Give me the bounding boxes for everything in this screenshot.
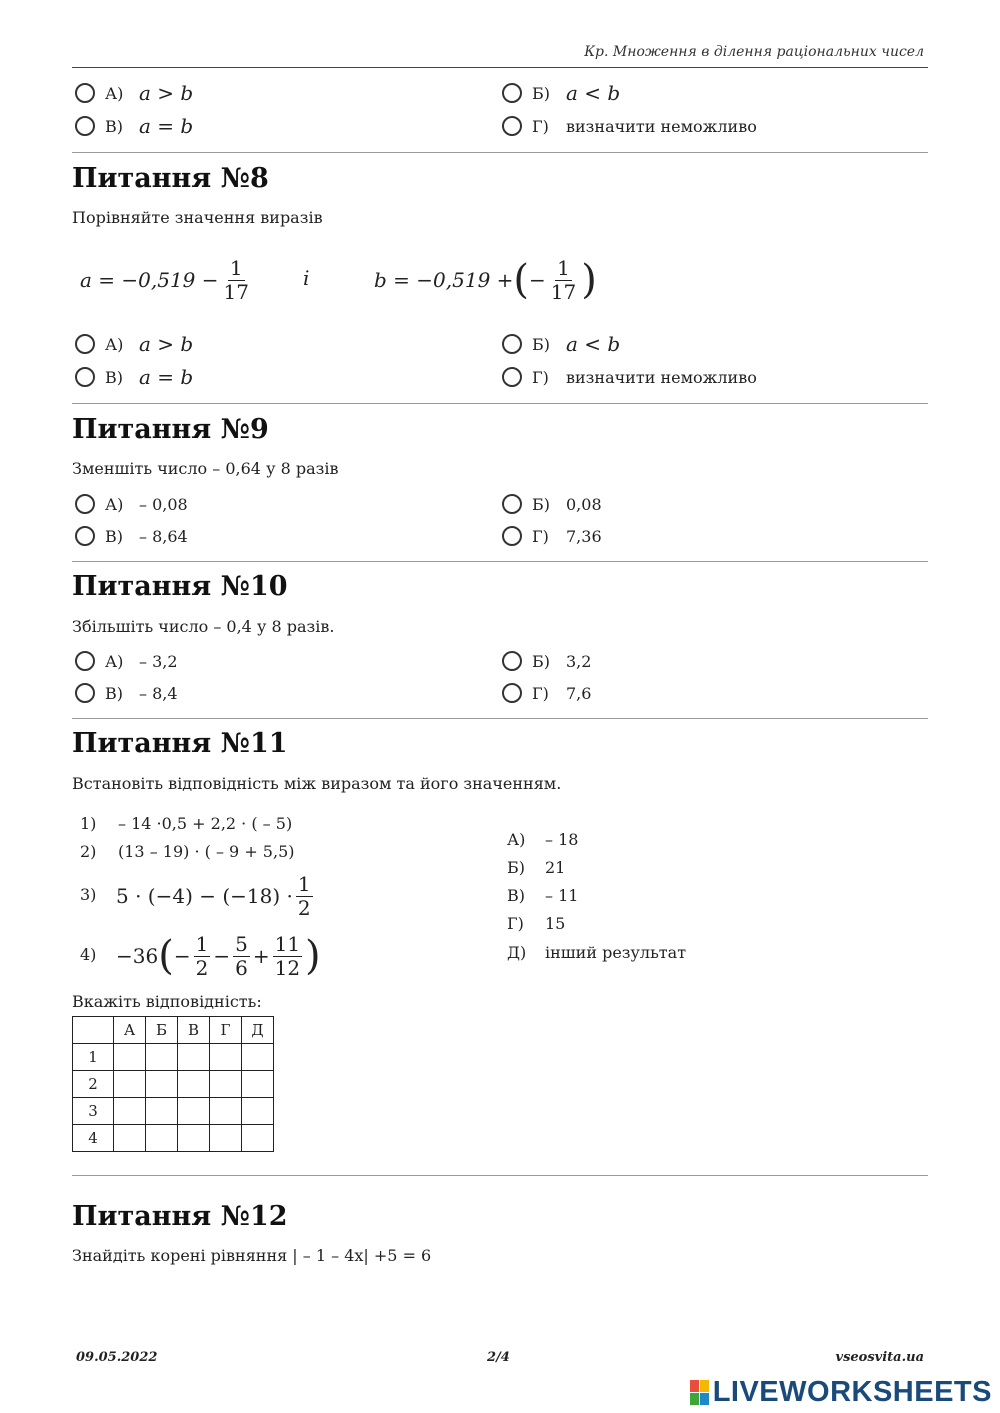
radio-icon[interactable]	[75, 526, 95, 546]
footer-site: vseosvita.ua	[835, 1350, 924, 1365]
fraction: $\frac{1}{17}$	[223, 255, 249, 304]
document-header-title: Кр. Множення в ділення раціональних чисел	[584, 44, 924, 60]
prev-option-c[interactable]: В) a = b	[75, 113, 193, 139]
question-8-expression-b: b = −0,519 + ( − $\frac{1}{17}$ )	[374, 255, 597, 304]
grid-col-header: Б	[146, 1017, 178, 1044]
grid-cell[interactable]	[114, 1044, 146, 1071]
item-number: 2)	[80, 842, 97, 861]
answer-option-c: В) – 11	[507, 886, 579, 905]
question-9-text: Зменшіть число – 0,64 у 8 разів	[72, 459, 339, 478]
question-11-title: Питання №11	[72, 728, 288, 759]
question-9-option-c[interactable]: В) – 8,64	[75, 523, 188, 549]
grid-cell[interactable]	[242, 1125, 274, 1152]
item-number: 3)	[80, 885, 97, 904]
radio-icon[interactable]	[75, 334, 95, 354]
radio-icon[interactable]	[502, 116, 522, 136]
grid-cell[interactable]	[146, 1125, 178, 1152]
grid-row	[73, 1071, 274, 1098]
section-divider	[72, 152, 928, 153]
radio-icon[interactable]	[75, 83, 95, 103]
answer-option-e: Д) інший результат	[507, 943, 687, 962]
header-rule	[72, 67, 928, 68]
grid-label: Вкажіть відповідність:	[72, 992, 262, 1011]
answer-option-a: А) – 18	[507, 830, 579, 849]
grid-cell[interactable]	[210, 1098, 242, 1125]
question-9-option-b[interactable]: Б) 0,08	[502, 491, 602, 517]
question-8-option-d[interactable]: Г) визначити неможливо	[502, 364, 757, 390]
question-8-expression-a: a = −0,519 − $\frac{1}{17}$	[80, 255, 249, 304]
radio-icon[interactable]	[75, 494, 95, 514]
prev-option-b[interactable]: Б) a < b	[502, 80, 620, 106]
grid-cell[interactable]	[210, 1071, 242, 1098]
fraction: $\frac{1}{2}$	[195, 931, 209, 980]
grid-col-header: Д	[242, 1017, 274, 1044]
radio-icon[interactable]	[75, 651, 95, 671]
grid-row-header: 2	[73, 1071, 114, 1098]
question-9-option-d[interactable]: Г) 7,36	[502, 523, 602, 549]
grid-cell[interactable]	[242, 1044, 274, 1071]
prev-option-d[interactable]: Г) визначити неможливо	[502, 113, 757, 139]
fraction: $\frac{1}{17}$	[550, 255, 577, 304]
item-number: 4)	[80, 945, 97, 964]
item-number: 1)	[80, 814, 97, 833]
grid-cell[interactable]	[178, 1125, 210, 1152]
grid-cell[interactable]	[114, 1125, 146, 1152]
radio-icon[interactable]	[502, 683, 522, 703]
grid-cell[interactable]	[178, 1098, 210, 1125]
footer-date: 09.05.2022	[76, 1350, 158, 1365]
grid-cell[interactable]	[114, 1098, 146, 1125]
item-expression-1: – 14 ·0,5 + 2,2 · ( – 5)	[118, 814, 293, 833]
grid-cell[interactable]	[210, 1125, 242, 1152]
grid-cell[interactable]	[210, 1044, 242, 1071]
grid-col-header: Г	[210, 1017, 242, 1044]
question-10-option-d[interactable]: Г) 7,6	[502, 680, 591, 706]
footer-page-number: 2/4	[487, 1350, 510, 1365]
question-10-option-a[interactable]: А) – 3,2	[75, 648, 178, 674]
radio-icon[interactable]	[75, 116, 95, 136]
question-10-option-c[interactable]: В) – 8,4	[75, 680, 178, 706]
answer-option-b: Б) 21	[507, 858, 566, 877]
question-10-option-b[interactable]: Б) 3,2	[502, 648, 591, 674]
item-expression-2: (13 – 19) · ( – 9 + 5,5)	[118, 842, 295, 861]
radio-icon[interactable]	[75, 367, 95, 387]
grid-corner-cell	[73, 1017, 114, 1044]
item-expression-3: 5 · (−4) − (−18) · $\frac{1}{2}$	[116, 871, 311, 920]
question-12-text: Знайдіть корені рівняння | – 1 – 4x| +5 = 6	[72, 1246, 432, 1265]
prev-option-a[interactable]: А) a > b	[75, 80, 193, 106]
question-8-title: Питання №8	[72, 163, 269, 194]
grid-row-header: 3	[73, 1098, 114, 1125]
question-10-title: Питання №10	[72, 571, 288, 602]
fraction: $\frac{11}{12}$	[274, 931, 301, 980]
grid-cell[interactable]	[242, 1071, 274, 1098]
grid-cell[interactable]	[178, 1044, 210, 1071]
grid-row	[73, 1098, 274, 1125]
answer-grid	[72, 1016, 274, 1152]
question-10-text: Збільшіть число – 0,4 у 8 разів.	[72, 617, 335, 636]
grid-col-header: А	[114, 1017, 146, 1044]
grid-row	[73, 1125, 274, 1152]
grid-cell[interactable]	[114, 1071, 146, 1098]
grid-cell[interactable]	[178, 1071, 210, 1098]
grid-row-header: 4	[73, 1125, 114, 1152]
question-12-title: Питання №12	[72, 1201, 288, 1232]
grid-cell[interactable]	[146, 1071, 178, 1098]
radio-icon[interactable]	[75, 683, 95, 703]
question-8-conjunction: і	[303, 266, 310, 290]
question-8-option-a[interactable]: А) a > b	[75, 331, 193, 357]
radio-icon[interactable]	[502, 83, 522, 103]
question-9-title: Питання №9	[72, 414, 269, 445]
section-divider	[72, 561, 928, 562]
section-divider	[72, 1175, 928, 1176]
question-8-option-b[interactable]: Б) a < b	[502, 331, 620, 357]
question-9-option-a[interactable]: А) – 0,08	[75, 491, 188, 517]
radio-icon[interactable]	[502, 367, 522, 387]
radio-icon[interactable]	[502, 494, 522, 514]
liveworksheets-blocks-icon	[690, 1380, 709, 1405]
section-divider	[72, 403, 928, 404]
grid-cell[interactable]	[242, 1098, 274, 1125]
section-divider	[72, 718, 928, 719]
grid-header-row	[73, 1017, 274, 1044]
grid-row	[73, 1044, 274, 1071]
radio-icon[interactable]	[502, 526, 522, 546]
grid-col-header: В	[178, 1017, 210, 1044]
grid-row-header: 1	[73, 1044, 114, 1071]
question-8-option-c[interactable]: В) a = b	[75, 364, 193, 390]
question-11-text: Встановіть відповідність між виразом та його значенням.	[72, 774, 562, 793]
fraction: $\frac{1}{2}$	[297, 871, 311, 920]
radio-icon[interactable]	[502, 651, 522, 671]
radio-icon[interactable]	[502, 334, 522, 354]
grid-cell[interactable]	[146, 1098, 178, 1125]
grid-cell[interactable]	[146, 1044, 178, 1071]
answer-option-d: Г) 15	[507, 914, 566, 933]
question-8-text: Порівняйте значення виразів	[72, 208, 323, 227]
liveworksheets-logo-text: LIVEWORKSHEETS	[712, 1376, 992, 1408]
liveworksheets-logo	[690, 1376, 992, 1409]
item-expression-4: −36 ( − $\frac{1}{2}$ − $\frac{5}{6}$ + $\frac{11}{12}$ )	[116, 931, 321, 980]
fraction: $\frac{5}{6}$	[235, 931, 248, 980]
